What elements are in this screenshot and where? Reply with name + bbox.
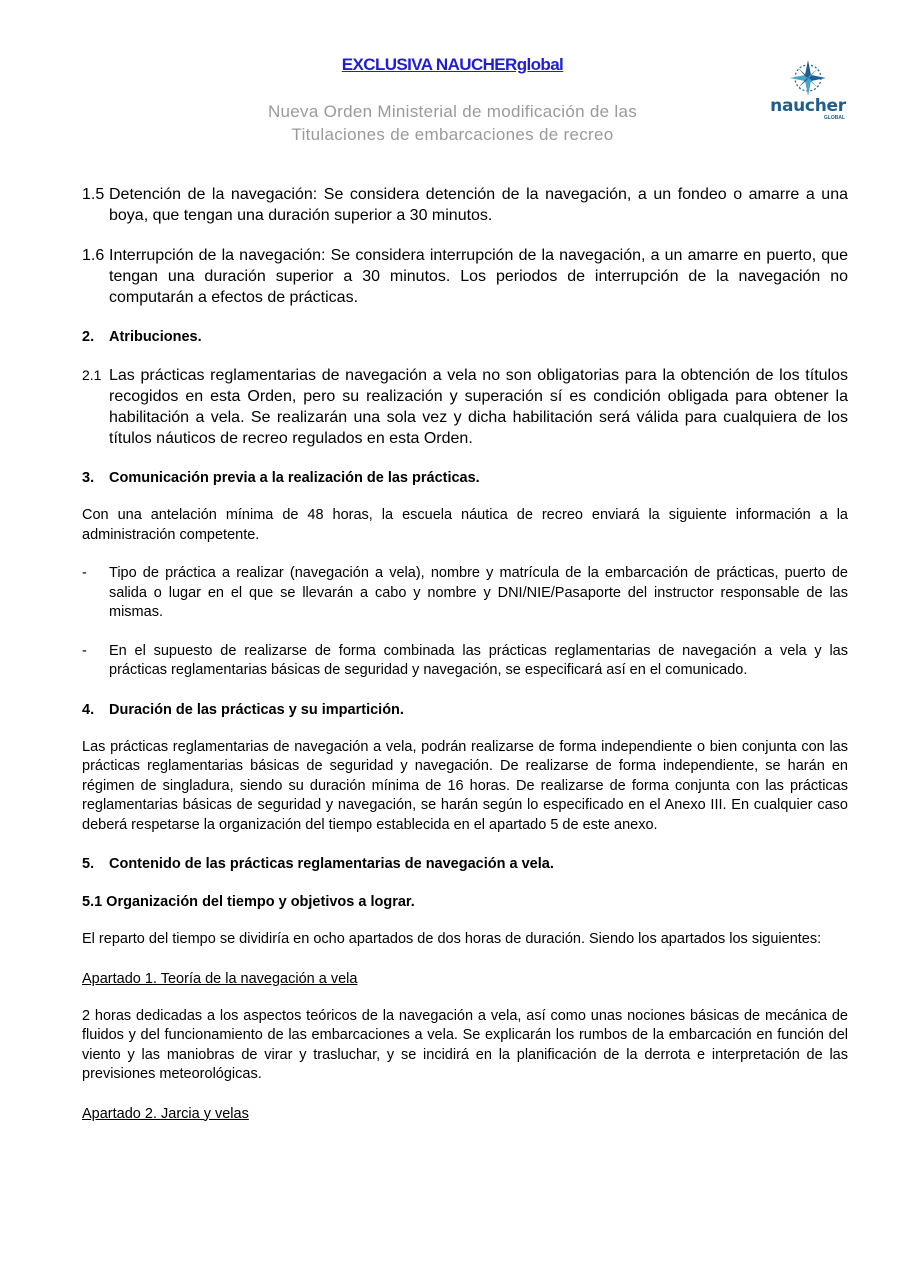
section-text: Interrupción de la navegación: Se considera interrupción de la navegación, a un amarre en puerto, que tengan una duración superior a 30 minutos. Los periodos de interrupción de la navegación no computarán a efectos de prácticas.	[109, 247, 848, 306]
section-1-6	[82, 245, 848, 308]
heading-3	[82, 468, 848, 488]
section-1-5	[82, 184, 848, 226]
apartado-1-text: 2 horas dedicadas a los aspectos teóricos de la navegación a vela, así como unas nociones básicas de mecánica de fluidos y del funcionamiento de las embarcaciones a vela. Se explicarán los rumbos de la embarcación en función del viento y las maniobras de virar y trasluchar, y se incidirá en la planificación de la derrota e interpretación de las previsiones meteorológicas.	[82, 1007, 848, 1082]
section-number: 1.5	[82, 186, 105, 203]
list-item-text: En el supuesto de realizarse de forma combinada las prácticas reglamentarias de navegación a vela y las prácticas reglamentarias básicas de seguridad y navegación, se especificará así en el comunicado.	[109, 642, 848, 678]
heading-5	[82, 854, 848, 874]
naucher-logo	[765, 58, 851, 124]
heading-number: 4.	[82, 701, 95, 718]
heading-text: Comunicación previa a la realización de las prácticas.	[109, 470, 480, 486]
paragraph-3-intro: Con una antelación mínima de 48 horas, la escuela náutica de recreo enviará la siguiente información a la administración competente.	[82, 507, 848, 543]
heading-number: 2.	[82, 329, 95, 345]
subtitle-line-2: Titulaciones de embarcaciones de recreo	[291, 125, 614, 144]
apartado-2-title: Apartado 2. Jarcia y velas	[82, 1105, 249, 1122]
section-number: 2.1	[82, 367, 102, 383]
heading-text: Duración de las prácticas y su impartición.	[109, 701, 404, 718]
heading-text: Atribuciones.	[109, 329, 202, 345]
compass-rose-icon	[765, 58, 851, 98]
subtitle-line-1: Nueva Orden Ministerial de modificación de las	[267, 102, 638, 121]
heading-number: 3.	[82, 470, 95, 486]
document-body	[82, 184, 848, 1142]
heading-text: Contenido de las prácticas reglamentarias de navegación a vela.	[109, 856, 554, 872]
list-item	[82, 564, 848, 623]
section-text: Detención de la navegación: Se considera detención de la navegación, a un fondeo o amarre a una boya, que tengan una duración superior a 30 minutos.	[109, 186, 848, 224]
heading-5-1: 5.1 Organización del tiempo y objetivos a lograr.	[82, 894, 415, 910]
heading-number: 5.	[82, 856, 95, 872]
list-item-text: Tipo de práctica a realizar (navegación a vela), nombre y matrícula de la embarcación de prácticas, puerto de salida o lugar en el que se llevarán a cabo y nombre y DNI/NIE/Pasaporte del instructor responsable de las mismas.	[109, 565, 848, 620]
bullet-dash: -	[82, 642, 87, 659]
section-text: Las prácticas reglamentarias de navegación a vela no son obligatorias para la obtención de los títulos recogidos en esta Orden, pero su realización y superación sí es condición obligada para obtener la habilitación a vela. Se realizarán una sola vez y dicha habilitación será válida para cualquiera de los títulos náuticos de recreo regulados en esta Orden.	[109, 367, 848, 447]
apartado-1-title: Apartado 1. Teoría de la navegación a vela	[82, 970, 358, 987]
heading-4	[82, 700, 848, 720]
paragraph-4: Las prácticas reglamentarias de navegación a vela, podrán realizarse de forma independiente o bien conjunta con las prácticas reglamentarias básicas de seguridad y navegación. De realizarse de forma independiente, se harán en régimen de singladura, siendo su duración mínima de 16 horas. De realizarse de forma conjunta con las prácticas reglamentarias básicas de seguridad y navegación, se harán según lo especificado en el Anexo III. En cualquier caso deberá respetarse la organización del tiempo establecida en el apartado 5 de este anexo.	[82, 738, 848, 833]
bullet-dash: -	[82, 565, 87, 581]
header-link[interactable]: EXCLUSIVA NAUCHERglobal	[341, 55, 564, 74]
logo-wordmark: naucher	[770, 96, 846, 116]
logo-subtext: GLOBAL	[823, 115, 845, 121]
paragraph-5-1: El reparto del tiempo se dividiría en ocho apartados de dos horas de duración. Siendo los apartados los siguientes:	[82, 931, 822, 947]
list-item	[82, 642, 848, 681]
section-number: 1.6	[82, 247, 105, 264]
section-2-1	[82, 365, 848, 449]
heading-2	[82, 327, 848, 347]
